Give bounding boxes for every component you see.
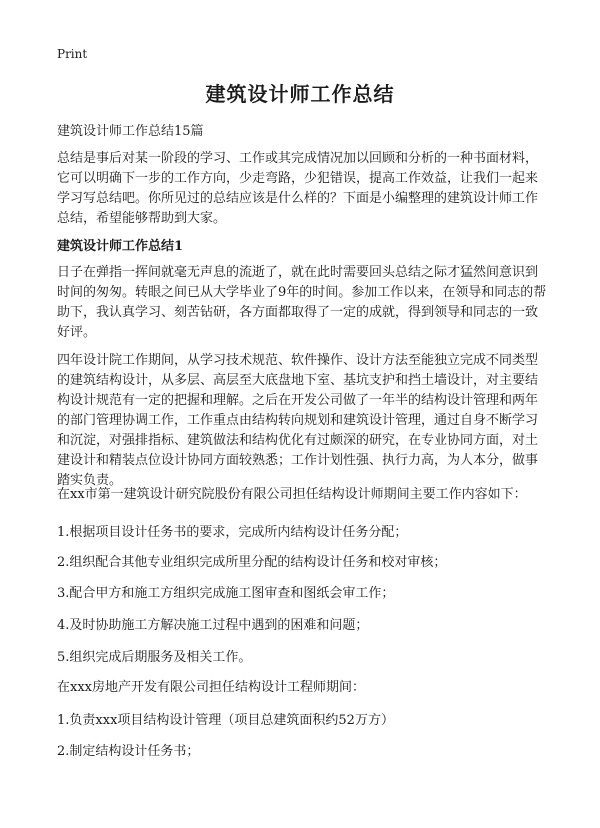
paragraph-4: 在xxx房地产开发有限公司担任结构设计工程师期间：	[57, 680, 365, 695]
list-item: 2.组织配合其他专业组织完成所里分配的结构设计任务和校对审核；	[57, 555, 447, 570]
paragraph-3: 在xx市第一建筑设计研究院股份有限公司担任结构设计师期间主要工作内容如下：	[57, 487, 527, 502]
list-item: 2.制定结构设计任务书；	[57, 744, 200, 759]
list-item: 1.根据项目设计任务书的要求，完成所内结构设计任务分配；	[57, 525, 408, 540]
intro-paragraph: 总结是事后对某一阶段的学习、工作或其完成情况加以回顾和分析的一种书面材料，它可以明确下一步的工作方向，少走弯路，少犯错误，提高工作效益，让我们一起来学习写总结吧。你所见过的总结应该是什么样的？下面是小编整理的建筑设计师工作总结，希望能够帮助到大家。	[57, 151, 539, 226]
list-item: 3.配合甲方和施工方组织完成施工图审查和图纸会审工作；	[57, 586, 395, 601]
page-subtitle: 建筑设计师工作总结15篇	[57, 124, 204, 139]
list-item: 1.负责xxx项目结构设计管理（项目总建筑面积约52万方）	[57, 713, 394, 728]
paragraph-1: 日子在弹指一挥间就毫无声息的流逝了，就在此时需要回头总结之际才猛然间意识到时间的匆匆。转眼之间已从大学毕业了9年的时间。参加工作以来，在领导和同志的帮助下，我认真学习、刻苦钻研，各方面都取得了一定的成就，得到领导和同志的一致好评。	[57, 265, 547, 340]
page-title: 建筑设计师工作总结	[205, 82, 395, 106]
print-label: Print	[57, 47, 88, 61]
paragraph-2: 四年设计院工作期间，从学习技术规范、软件操作、设计方法至能独立完成不同类型的建筑结构设计，从多层、高层至大底盘地下室、基坑支护和挡土墙设计，对主要结构设计规范有一定的把握和理解。之后在开发公司做了一年半的结构设计管理和两年的部门管理协调工作，工作重点由结构转向规划和建筑设计管理，通过自身不断学习和沉淀，对强排指标、建筑做法和结构优化有过颇深的研究，在专业协同方面，对土建设计和精装点位设计协同方面较熟悉；工作计划性强、执行力高，为人本分，做事踏实负责。	[57, 353, 539, 488]
section-heading: 建筑设计师工作总结1	[57, 239, 184, 254]
list-item: 5.组织完成后期服务及相关工作。	[57, 650, 252, 665]
list-item: 4.及时协助施工方解决施工过程中遇到的困难和问题；	[57, 618, 369, 633]
